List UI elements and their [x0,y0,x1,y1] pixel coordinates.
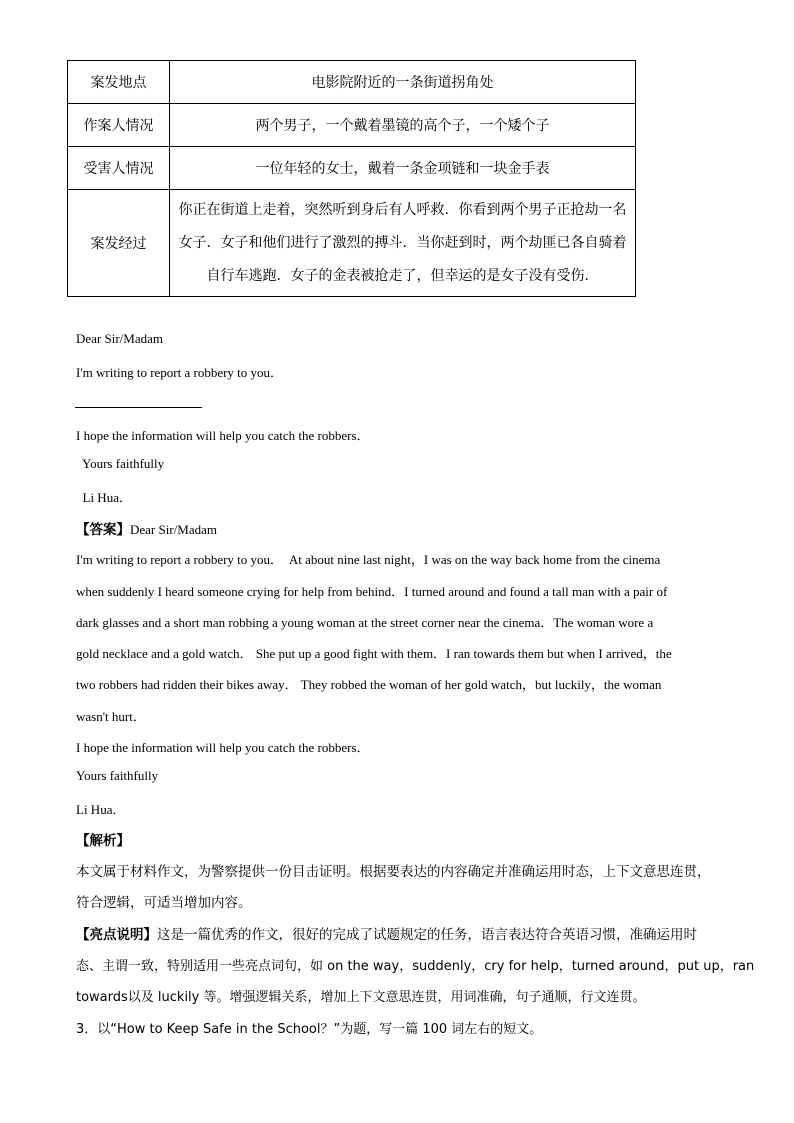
highlights-line: 态、主谓一致，特别适用一些亮点词句，如 on the way，suddenly，cry for help，turned around，put up，ran [76,959,755,974]
template-closing: I hope the information will help you catch the robbers． [76,428,370,443]
analysis-line: 符合逻辑，可适当增加内容。 [76,895,252,911]
next-question: 3．以“How to Keep Safe in the School？”为题，写一篇 100 词左右的短文。 [76,1022,543,1037]
row-value: 两个男子，一个戴着墨镜的高个子，一个矮个子 [170,104,636,147]
table-row [68,61,636,104]
table-row [68,104,636,147]
answer-body-line: gold necklace and a gold watch． She put up a good fight with them．I ran towards them but when I arrived，the [76,646,672,661]
row-value-line: 你正在街道上走着，突然听到身后有人呼救．你看到两个男子正抢劫一名 [178,201,627,218]
answer-body-line: I'm writing to report a robbery to you． At about nine last night，I was on the way back home from the cinema [76,552,661,567]
row-label: 受害人情况 [68,147,170,190]
answer-body-line: wasn't hurt． [76,709,146,724]
analysis-line: 本文属于材料作文，为警察提供一份目击证明。根据要表达的内容确定并准确运用时态，上下文意思连贯， [76,864,711,880]
answer-body-line: two robbers had ridden their bikes away． They robbed the woman of her gold watch，but luckily，the woman [76,677,662,692]
answer-signoff: Yours faithfully [76,768,159,783]
template-salutation: Dear Sir/Madam [76,331,164,346]
row-value: 电影院附近的一条街道拐角处 [170,61,636,104]
answer-salutation: Dear Sir/Madam [130,522,218,537]
answer-blank-line [75,407,202,408]
row-label: 案发地点 [68,61,170,104]
row-label: 案发经过 [68,190,170,297]
row-value: 一位年轻的女士，戴着一条金项链和一块金手表 [170,147,636,190]
table-row [68,147,636,190]
highlights-first-line [76,923,697,943]
analysis-tag: 【解析】 [76,833,130,849]
row-value-line: 自行车逃跑．女子的金表被抢走了，但幸运的是女子没有受伤． [206,267,599,284]
row-value [170,190,636,297]
row-label: 作案人情况 [68,104,170,147]
highlights-line: towards以及 luckily 等。增强逻辑关系，增加上下文意思连贯，用词准确，句子通顺，行文连贯。 [76,990,646,1005]
template-opening: I'm writing to report a robbery to you． [76,365,284,380]
answer-header [76,518,217,538]
highlights-tag: 【亮点说明】 [76,927,157,943]
highlights-line: 这是一篇优秀的作文，很好的完成了试题规定的任务，语言表达符合英语习惯，准确运用时 [157,927,697,943]
answer-closing: I hope the information will help you catch the robbers． [76,740,370,755]
row-value-line: 女子．女子和他们进行了激烈的搏斗．当你赶到时，两个劫匪已各自骑着 [178,234,627,251]
answer-body-line: when suddenly I heard someone crying for help from behind．I turned around and found a tall man with a pair of [76,584,668,599]
answer-tag: 【答案】 [76,522,130,538]
case-info-table [67,60,636,297]
table-row [68,190,636,297]
template-signoff: Yours faithfully [76,456,165,471]
answer-name: Li Hua． [76,802,126,817]
answer-body-line: dark glasses and a short man robbing a young woman at the street corner near the cinema．The woman wore a [76,615,654,630]
template-name: Li Hua． [76,490,132,505]
